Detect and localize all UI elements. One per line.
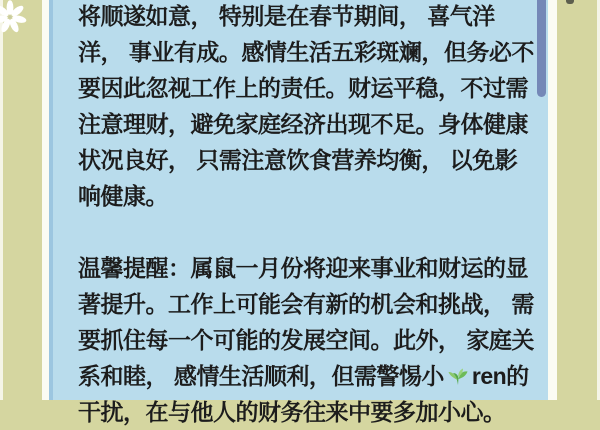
clipped-icon-fragment xyxy=(566,0,574,4)
paragraph-gap xyxy=(78,214,546,250)
seedling-emoji-icon xyxy=(446,364,470,388)
text-line: 响健康。 xyxy=(78,183,168,209)
text-line: 将顺遂如意， 特别是在春节期间， 喜气洋 xyxy=(78,3,495,29)
text-line: 注意理财，避免家庭经济出现不足。身体健康 xyxy=(78,111,528,137)
text-line: 要抓住每一个可能的发展空间。此外， 家庭关 xyxy=(78,327,534,353)
horoscope-text xyxy=(78,0,546,430)
text-line-with-emoji xyxy=(78,358,546,394)
text-line: 要因此忽视工作上的责任。财运平稳，不过需 xyxy=(78,75,528,101)
text-line: 温馨提醒：属鼠一月份将迎来事业和财运的显 xyxy=(78,255,528,281)
left-edge-highlight xyxy=(0,0,3,400)
text-line: 洋， 事业有成。感情生活五彩斑斓，但务必不 xyxy=(78,39,534,65)
text-segment: 系和睦， 感情生活顺利，但需警惕小 xyxy=(78,363,444,389)
text-segment: ren的 xyxy=(471,363,529,389)
flower-icon xyxy=(0,0,30,36)
text-line-clipped: 干扰，在与他人的财务往来中要多加小心。 xyxy=(78,399,506,425)
scrollbar-thumb[interactable] xyxy=(537,0,546,97)
text-line: 著提升。工作上可能会有新的机会和挑战， 需 xyxy=(78,291,534,317)
horoscope-text-panel xyxy=(53,0,548,425)
text-line: 状况良好， 只需注意饮食营养均衡， 以免影 xyxy=(78,147,518,173)
